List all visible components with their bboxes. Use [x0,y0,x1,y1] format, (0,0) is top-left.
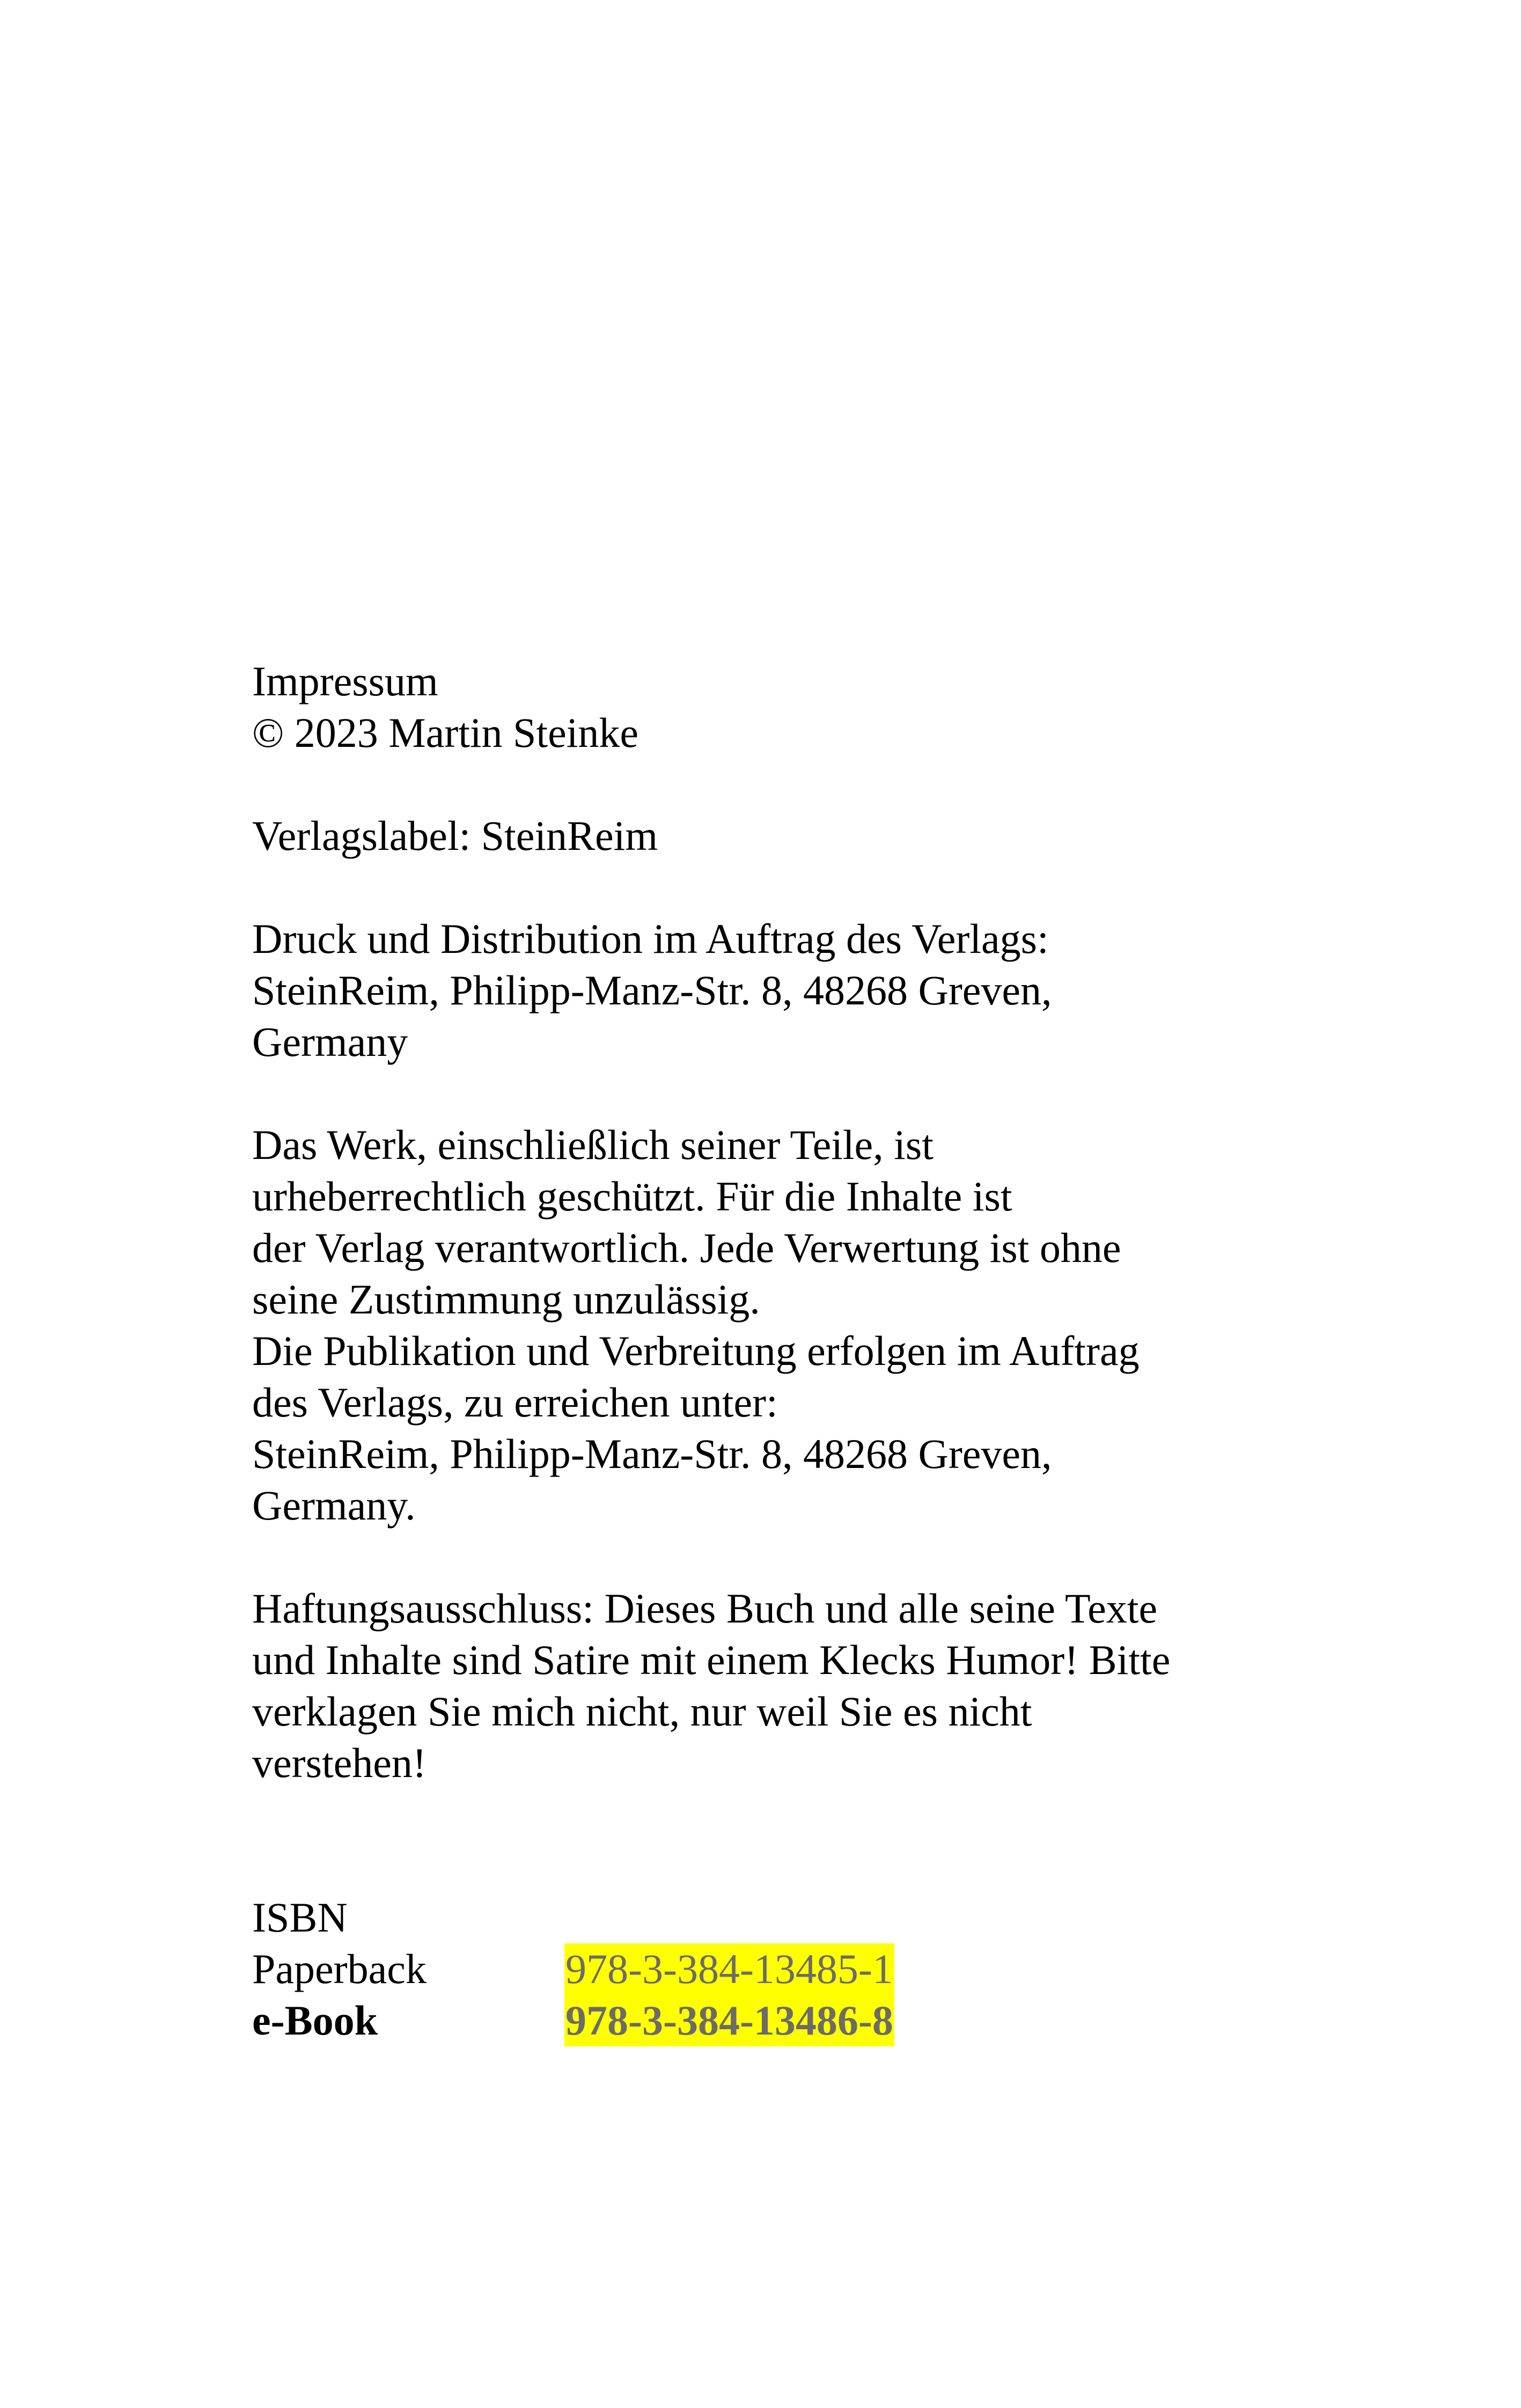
spacer [252,1789,1325,1892]
isbn-heading: ISBN [252,1894,348,1941]
imprint-heading: Impressum [252,658,438,704]
publisher-label-line: Verlagslabel: SteinReim [252,812,658,859]
isbn-label: e-Book [252,1997,378,2044]
printing-paragraph [252,913,1325,1068]
rights-line: seine Zustimmung unzulässig. [252,1276,760,1323]
rights-line: urheberrechtlich geschützt. Für die Inhalte ist [252,1173,1012,1220]
rights-paragraph [252,1119,1325,1531]
disclaimer-line: verstehen! [252,1739,427,1786]
printing-line: SteinReim, Philipp-Manz-Str. 8, 48268 Greven, [252,967,1052,1014]
rights-line: der Verlag verantwortlich. Jede Verwertung ist ohne [252,1224,1121,1271]
disclaimer-paragraph [252,1583,1325,1789]
disclaimer-line: verklagen Sie mich nicht, nur weil Sie es nicht [252,1688,1032,1735]
disclaimer-line: und Inhalte sind Satire mit einem Klecks Humor! Bitte [252,1636,1171,1683]
isbn-row-ebook [252,1995,1325,2046]
isbn-block [252,1892,1325,2046]
copyright-line: © 2023 Martin Steinke [252,709,639,756]
spacer [252,862,1325,913]
printing-line: Druck und Distribution im Auftrag des Verlags: [252,915,1049,962]
spacer [252,1531,1325,1583]
rights-line: des Verlags, zu erreichen unter: [252,1379,778,1426]
isbn-value: 978-3-384-13485-1 [564,1943,894,1995]
imprint-page [252,656,1325,2046]
rights-line: SteinReim, Philipp-Manz-Str. 8, 48268 Greven, [252,1430,1052,1477]
disclaimer-line: Haftungsausschluss: Dieses Buch und alle seine Texte [252,1585,1158,1632]
rights-line: Das Werk, einschließlich seiner Teile, ist [252,1121,934,1168]
spacer [252,1068,1325,1119]
isbn-row-paperback [252,1943,1325,1995]
rights-line: Germany. [252,1482,416,1529]
isbn-label: Paperback [252,1946,427,1992]
printing-line: Germany [252,1018,408,1065]
spacer [252,759,1325,810]
isbn-value: 978-3-384-13486-8 [564,1995,894,2046]
rights-line: Die Publikation und Verbreitung erfolgen im Auftrag [252,1327,1140,1374]
